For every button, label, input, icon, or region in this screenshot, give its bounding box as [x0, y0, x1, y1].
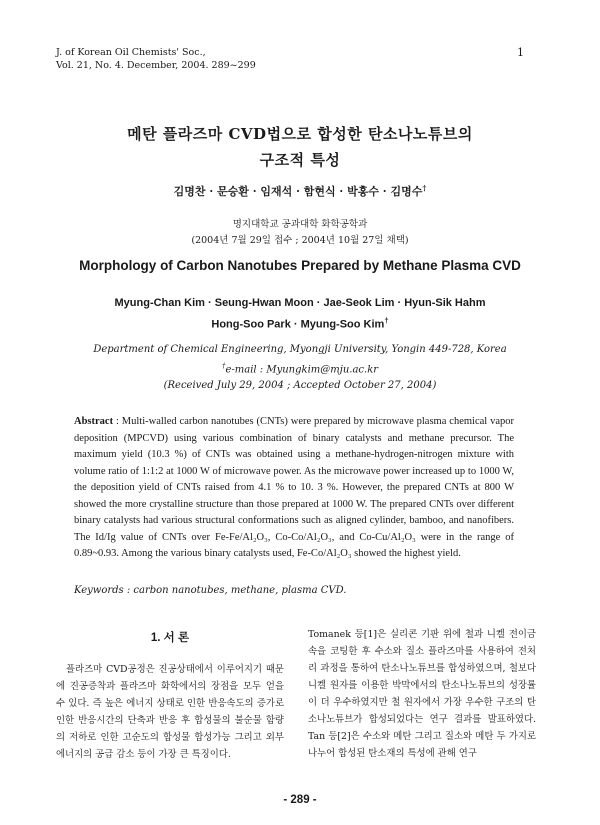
english-affiliation: [0, 342, 600, 394]
keywords: Keywords : carbon nanotubes, methane, plasma CVD.: [74, 585, 347, 596]
page-number-top: 1: [517, 46, 524, 59]
email-text: e-mail : Myungkim@mju.ac.kr: [225, 364, 379, 376]
left-column: [56, 630, 284, 763]
english-title: Morphology of Carbon Nanotubes Prepared by Methane Plasma CVD: [79, 258, 521, 273]
journal-line-1: J. of Korean Oil Chemists' Soc.,: [56, 47, 206, 58]
korean-title-line-1: 메탄 플라즈마 CVD법으로 합성한 탄소나노튜브의: [127, 125, 473, 143]
dagger-mark: †: [422, 183, 427, 193]
right-paragraph: Tomanek 등[1]은 실리콘 기판 위에 철과 니켈 전이금속을 코팅한 후 수소와 질소 플라즈마를 사용하여 전처리 과정을 통하여 탄소나노튜브를 합성하였으며, 철보다 니켈 원자를 이용한 박막에서의 탄소나노튜브의 성장률이 더 우수하였지만 철 원자에서 가장 우수한 구조의 탄소나노튜브가 합성되었다는 연구 결과를 발표하였다. Tan 등[2]은 수소와 메탄 그리고 질소와 메탄 두 가지로 나누어 합성된 탄소재의 특성에 관해 연구: [308, 629, 536, 759]
abstract-label: Abstract: [74, 416, 114, 427]
korean-authors: [0, 183, 600, 199]
email-line: [0, 358, 600, 378]
left-paragraph: 플라즈마 CVD공정은 진공상태에서 이루어지기 때문에 진공증착과 플라즈마 화학에서의 장점을 모두 얻을 수 있다. 즉 높은 에너지 상태로 인한 반응속도의 증가로 인한 반응시간의 단축과 반응 후 합성물의 불순물 함량의 저하로 인한 고순도의 합성물 합성가능 그리고 외부에너지의 공급 감소 등이 가장 큰 특징이다.: [56, 664, 284, 760]
dagger-mark-email: †: [221, 362, 226, 370]
journal-line-2: Vol. 21, No. 4. December, 2004. 289~299: [56, 60, 256, 71]
english-authors: [0, 294, 600, 334]
dagger-mark-en: †: [384, 316, 389, 325]
english-affiliation-line-1: Department of Chemical Engineering, Myongji University, Yongin 449-728, Korea: [93, 344, 507, 355]
korean-title: [0, 121, 600, 173]
english-authors-line-1: Myung-Chan Kim · Seung-Hwan Moon · Jae-Seok Lim · Hyun-Sik Hahm: [114, 297, 486, 309]
english-authors-line-2-wrap: [0, 312, 600, 334]
english-dates: (Received July 29, 2004 ; Accepted October 27, 2004): [163, 380, 437, 392]
abstract-text: : Multi-walled carbon nanotubes (CNTs) were prepared by microwave plasma chemical vapor deposition (MPCVD) using various combination of binary catalysts and methane precursor. The maximum yield (10.3 %) of CNTs was obtained using a methane-hydrogen-nitrogen mixture with volume ratio of 1:1:2 at 1000 W of microwave power. As the microwave power increased up to 1000 W, the deposition yield of CNTs raised from 4.1 % to 10. 3 %. However, the prepared CNTs at 800 W showed the more crystalline structure than those prepared at 1000 W. The prepared CNTs over different binary catalysts had various structural conformations such as aligned cylinder, bamboo, and nanofibers. The Id/Ig value of CNTs over Fe-Fe/Al₂O₃, Co-Co/Al₂O₃, and Co-Cu/Al₂O₃ were in the range of 0.89~0.93. Among the various binary catalysts used, Fe-Co/Al₂O₃ showed the highest yield.: [74, 416, 514, 559]
english-authors-line-2: Hong-Soo Park · Myung-Soo Kim: [211, 318, 385, 331]
abstract: [74, 414, 514, 563]
journal-header: [56, 46, 256, 72]
section-title: 1. 서 론: [150, 632, 190, 644]
korean-dates: (2004년 7월 29일 접수 ; 2004년 10월 27일 채택): [191, 235, 409, 246]
right-column: [308, 626, 536, 762]
korean-affiliation-line-1: 명지대학교 공과대학 화학공학과: [232, 219, 368, 230]
korean-title-line-2: 구조적 특성: [259, 151, 341, 169]
korean-authors-text: 김명찬 · 문승환 · 임재석 · 함현식 · 박홍수 · 김명수: [173, 185, 423, 198]
korean-affiliation: [0, 217, 600, 249]
page-footer-number: - 289 -: [283, 794, 317, 806]
